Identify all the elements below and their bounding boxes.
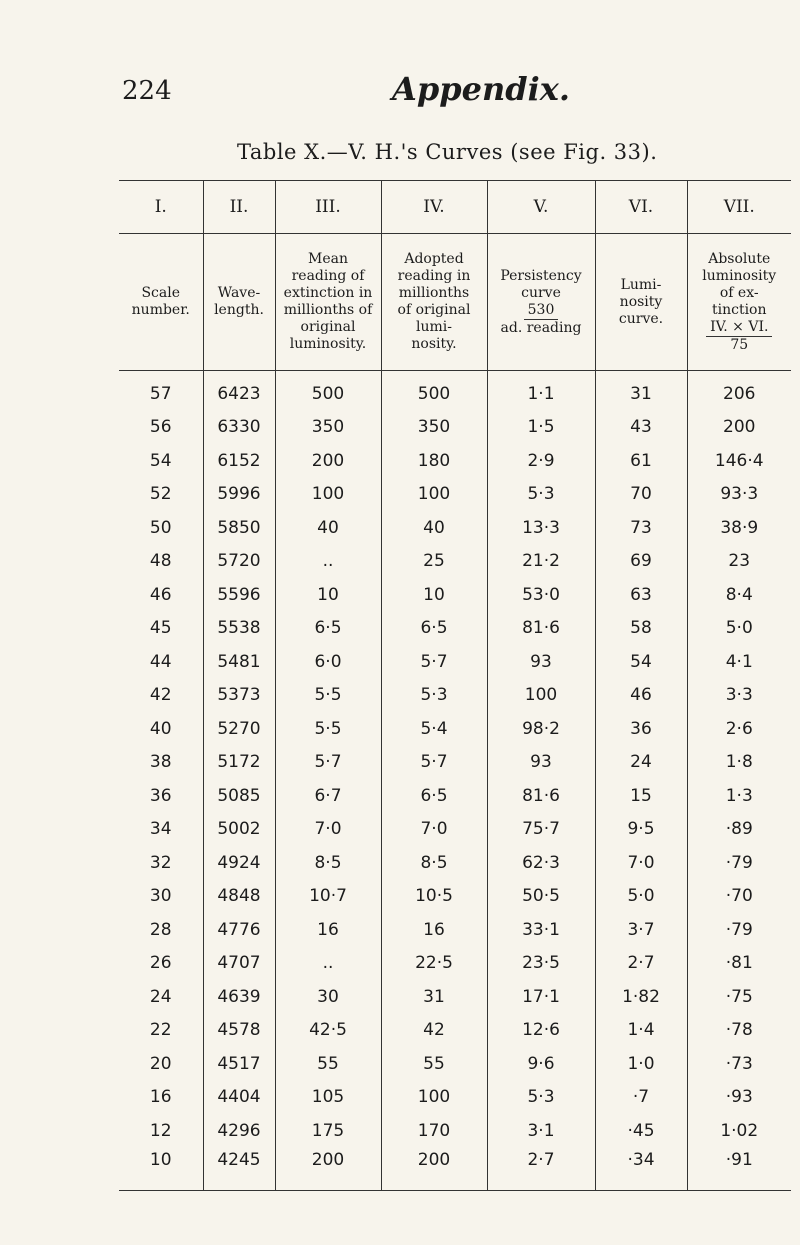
cell-adopted-reading: 5·4 bbox=[381, 712, 487, 746]
cell-luminosity: 2·7 bbox=[595, 947, 687, 981]
cell-luminosity: 58 bbox=[595, 612, 687, 646]
cell-persistency: 9·6 bbox=[487, 1047, 595, 1081]
table-row bbox=[119, 746, 791, 780]
cell-persistency: 2·7 bbox=[487, 1148, 595, 1191]
cell-adopted-reading: 6·5 bbox=[381, 779, 487, 813]
cell-wave-length: 4578 bbox=[203, 1014, 275, 1048]
table-row bbox=[119, 980, 791, 1014]
cell-mean-reading: 350 bbox=[275, 411, 381, 445]
heading-wave-length: Wave- length. bbox=[203, 234, 275, 371]
heading-scale-number: Scale number. bbox=[119, 234, 203, 371]
cell-adopted-reading: 180 bbox=[381, 444, 487, 478]
page-header bbox=[0, 0, 800, 120]
table-row bbox=[119, 913, 791, 947]
cell-absolute-luminosity: ·79 bbox=[687, 846, 791, 880]
cell-adopted-reading: 31 bbox=[381, 980, 487, 1014]
table-row bbox=[119, 846, 791, 880]
cell-adopted-reading: 100 bbox=[381, 1081, 487, 1115]
cell-wave-length: 6423 bbox=[203, 371, 275, 411]
cell-wave-length: 4639 bbox=[203, 980, 275, 1014]
cell-absolute-luminosity: 5·0 bbox=[687, 612, 791, 646]
cell-scale-number: 38 bbox=[149, 752, 172, 773]
cell-wave-length: 6330 bbox=[203, 411, 275, 445]
cell-persistency: 5·3 bbox=[487, 478, 595, 512]
cell-luminosity: 31 bbox=[595, 371, 687, 411]
cell-scale-number: 56 bbox=[149, 417, 172, 438]
cell-luminosity: ·7 bbox=[595, 1081, 687, 1115]
cell-persistency: 21·2 bbox=[487, 545, 595, 579]
cell-mean-reading: 100 bbox=[275, 478, 381, 512]
cell-luminosity: 5·0 bbox=[595, 880, 687, 914]
cell-absolute-luminosity: ·73 bbox=[687, 1047, 791, 1081]
cell-adopted-reading: 350 bbox=[381, 411, 487, 445]
cell-wave-length: 5720 bbox=[203, 545, 275, 579]
cell-scale-number: 42 bbox=[149, 685, 172, 706]
cell-wave-length: 4404 bbox=[203, 1081, 275, 1115]
cell-luminosity: 15 bbox=[595, 779, 687, 813]
cell-absolute-luminosity: 2·6 bbox=[687, 712, 791, 746]
cell-persistency: 100 bbox=[487, 679, 595, 713]
cell-scale-number: 20 bbox=[149, 1053, 172, 1074]
cell-scale-number: 45 bbox=[149, 618, 172, 639]
cell-absolute-luminosity: ·70 bbox=[687, 880, 791, 914]
cell-scale-number: 52 bbox=[149, 484, 172, 505]
cell-scale-number: 34 bbox=[149, 819, 172, 840]
cell-wave-length: 4848 bbox=[203, 880, 275, 914]
cell-persistency: 50·5 bbox=[487, 880, 595, 914]
cell-luminosity: ·45 bbox=[595, 1114, 687, 1148]
column-numeral: I. bbox=[119, 181, 203, 234]
cell-scale-number: 46 bbox=[149, 584, 172, 605]
cell-persistency: 3·1 bbox=[487, 1114, 595, 1148]
cell-wave-length: 5002 bbox=[203, 813, 275, 847]
cell-wave-length: 4245 bbox=[203, 1148, 275, 1191]
cell-luminosity: ·34 bbox=[595, 1148, 687, 1191]
cell-scale-number: 22 bbox=[149, 1020, 172, 1041]
table-row bbox=[119, 1081, 791, 1115]
cell-wave-length: 5373 bbox=[203, 679, 275, 713]
cell-adopted-reading: 55 bbox=[381, 1047, 487, 1081]
cell-scale-number: 10 bbox=[119, 1148, 203, 1191]
cell-scale-number: 26 bbox=[149, 953, 172, 974]
cell-mean-reading: 16 bbox=[275, 913, 381, 947]
cell-luminosity: 36 bbox=[595, 712, 687, 746]
cell-adopted-reading: 10 bbox=[381, 578, 487, 612]
cell-wave-length: 5538 bbox=[203, 612, 275, 646]
cell-adopted-reading: 8·5 bbox=[381, 846, 487, 880]
cell-persistency: 81·6 bbox=[487, 612, 595, 646]
cell-persistency: 53·0 bbox=[487, 578, 595, 612]
cell-mean-reading: 6·5 bbox=[275, 612, 381, 646]
table-row bbox=[119, 1047, 791, 1081]
cell-luminosity: 63 bbox=[595, 578, 687, 612]
cell-adopted-reading: 100 bbox=[381, 478, 487, 512]
cell-persistency: 33·1 bbox=[487, 913, 595, 947]
cell-mean-reading: 5·5 bbox=[275, 679, 381, 713]
cell-wave-length: 5172 bbox=[203, 746, 275, 780]
cell-mean-reading: 175 bbox=[275, 1114, 381, 1148]
cell-luminosity: 69 bbox=[595, 545, 687, 579]
cell-luminosity: 73 bbox=[595, 511, 687, 545]
cell-adopted-reading: 5·7 bbox=[381, 746, 487, 780]
cell-absolute-luminosity: 146·4 bbox=[687, 444, 791, 478]
running-head: Appendix. bbox=[392, 70, 570, 108]
cell-persistency: 98·2 bbox=[487, 712, 595, 746]
cell-absolute-luminosity: 1·3 bbox=[687, 779, 791, 813]
cell-wave-length: 5850 bbox=[203, 511, 275, 545]
column-numeral: VI. bbox=[595, 181, 687, 234]
cell-mean-reading: .. bbox=[275, 947, 381, 981]
cell-mean-reading: 200 bbox=[275, 1148, 381, 1191]
column-numerals-row bbox=[119, 181, 791, 234]
table-row bbox=[119, 478, 791, 512]
table-row bbox=[119, 578, 791, 612]
cell-mean-reading: 7·0 bbox=[275, 813, 381, 847]
cell-adopted-reading: 6·5 bbox=[381, 612, 487, 646]
cell-wave-length: 5270 bbox=[203, 712, 275, 746]
heading-mean-reading: Mean reading of extinction in millionths of original luminosity. bbox=[275, 234, 381, 371]
cell-luminosity: 7·0 bbox=[595, 846, 687, 880]
cell-luminosity: 43 bbox=[595, 411, 687, 445]
column-numeral: II. bbox=[203, 181, 275, 234]
cell-absolute-luminosity: 38·9 bbox=[687, 511, 791, 545]
cell-absolute-luminosity: 4·1 bbox=[687, 645, 791, 679]
cell-mean-reading: 200 bbox=[275, 444, 381, 478]
cell-absolute-luminosity: ·79 bbox=[687, 913, 791, 947]
cell-scale-number: 48 bbox=[149, 551, 172, 572]
cell-persistency: 93 bbox=[487, 645, 595, 679]
cell-adopted-reading: 40 bbox=[381, 511, 487, 545]
cell-adopted-reading: 25 bbox=[381, 545, 487, 579]
cell-scale-number: 40 bbox=[149, 718, 172, 739]
cell-absolute-luminosity: ·93 bbox=[687, 1081, 791, 1115]
table-row bbox=[119, 545, 791, 579]
data-table bbox=[119, 180, 791, 1191]
cell-mean-reading: 42·5 bbox=[275, 1014, 381, 1048]
cell-luminosity: 1·0 bbox=[595, 1047, 687, 1081]
cell-mean-reading: 30 bbox=[275, 980, 381, 1014]
cell-persistency: 2·9 bbox=[487, 444, 595, 478]
table-row bbox=[119, 679, 791, 713]
cell-wave-length: 4517 bbox=[203, 1047, 275, 1081]
cell-mean-reading: 500 bbox=[275, 371, 381, 411]
cell-luminosity: 1·4 bbox=[595, 1014, 687, 1048]
cell-adopted-reading: 5·7 bbox=[381, 645, 487, 679]
cell-mean-reading: 10 bbox=[275, 578, 381, 612]
cell-persistency: 62·3 bbox=[487, 846, 595, 880]
cell-wave-length: 4707 bbox=[203, 947, 275, 981]
heading-persistency-curve: Persistency curve 530 ad. reading bbox=[487, 234, 595, 371]
cell-persistency: 1·1 bbox=[487, 371, 595, 411]
cell-mean-reading: 6·0 bbox=[275, 645, 381, 679]
cell-wave-length: 6152 bbox=[203, 444, 275, 478]
cell-mean-reading: 5·5 bbox=[275, 712, 381, 746]
cell-wave-length: 4776 bbox=[203, 913, 275, 947]
cell-adopted-reading: 200 bbox=[381, 1148, 487, 1191]
cell-mean-reading: 6·7 bbox=[275, 779, 381, 813]
cell-luminosity: 70 bbox=[595, 478, 687, 512]
table-row bbox=[119, 371, 791, 411]
cell-wave-length: 5996 bbox=[203, 478, 275, 512]
table-row bbox=[119, 779, 791, 813]
table-row bbox=[119, 947, 791, 981]
cell-adopted-reading: 42 bbox=[381, 1014, 487, 1048]
cell-absolute-luminosity: 93·3 bbox=[687, 478, 791, 512]
cell-scale-number: 50 bbox=[149, 517, 172, 538]
cell-luminosity: 61 bbox=[595, 444, 687, 478]
table-row bbox=[119, 645, 791, 679]
cell-persistency: 93 bbox=[487, 746, 595, 780]
cell-absolute-luminosity: 206 bbox=[687, 371, 791, 411]
cell-persistency: 1·5 bbox=[487, 411, 595, 445]
heading-luminosity-curve: Lumi- nosity curve. bbox=[595, 234, 687, 371]
cell-scale-number: 44 bbox=[149, 651, 172, 672]
cell-persistency: 75·7 bbox=[487, 813, 595, 847]
table-caption: Table X.—V. H.'s Curves (see Fig. 33). bbox=[237, 140, 658, 164]
cell-luminosity: 1·82 bbox=[595, 980, 687, 1014]
table-row bbox=[119, 1114, 791, 1148]
table-row bbox=[119, 444, 791, 478]
cell-wave-length: 5085 bbox=[203, 779, 275, 813]
cell-wave-length: 5596 bbox=[203, 578, 275, 612]
cell-scale-number: 24 bbox=[149, 986, 172, 1007]
cell-absolute-luminosity: ·91 bbox=[687, 1148, 791, 1191]
cell-absolute-luminosity: ·89 bbox=[687, 813, 791, 847]
column-numeral: III. bbox=[275, 181, 381, 234]
column-numeral: IV. bbox=[381, 181, 487, 234]
cell-mean-reading: 10·7 bbox=[275, 880, 381, 914]
cell-adopted-reading: 7·0 bbox=[381, 813, 487, 847]
cell-luminosity: 3·7 bbox=[595, 913, 687, 947]
cell-luminosity: 9·5 bbox=[595, 813, 687, 847]
cell-absolute-luminosity: 8·4 bbox=[687, 578, 791, 612]
cell-scale-number: 36 bbox=[149, 785, 172, 806]
table-row bbox=[119, 1148, 791, 1191]
cell-persistency: 17·1 bbox=[487, 980, 595, 1014]
cell-scale-number: 30 bbox=[149, 886, 172, 907]
cell-absolute-luminosity: ·81 bbox=[687, 947, 791, 981]
cell-persistency: 13·3 bbox=[487, 511, 595, 545]
cell-adopted-reading: 16 bbox=[381, 913, 487, 947]
column-headings-row bbox=[119, 234, 791, 371]
cell-luminosity: 24 bbox=[595, 746, 687, 780]
cell-scale-number: 57 bbox=[149, 383, 172, 404]
cell-mean-reading: 105 bbox=[275, 1081, 381, 1115]
cell-adopted-reading: 5·3 bbox=[381, 679, 487, 713]
cell-wave-length: 5481 bbox=[203, 645, 275, 679]
table-body bbox=[119, 371, 791, 1191]
cell-absolute-luminosity: ·75 bbox=[687, 980, 791, 1014]
table-row bbox=[119, 511, 791, 545]
cell-persistency: 81·6 bbox=[487, 779, 595, 813]
cell-scale-number: 32 bbox=[149, 852, 172, 873]
cell-absolute-luminosity: 200 bbox=[687, 411, 791, 445]
cell-scale-number: 16 bbox=[149, 1087, 172, 1108]
cell-wave-length: 4296 bbox=[203, 1114, 275, 1148]
table-row bbox=[119, 712, 791, 746]
cell-scale-number: 28 bbox=[149, 919, 172, 940]
page-number: 224 bbox=[122, 76, 172, 106]
cell-mean-reading: 8·5 bbox=[275, 846, 381, 880]
cell-adopted-reading: 22·5 bbox=[381, 947, 487, 981]
cell-persistency: 23·5 bbox=[487, 947, 595, 981]
column-numeral: VII. bbox=[687, 181, 791, 234]
cell-absolute-luminosity: 3·3 bbox=[687, 679, 791, 713]
cell-absolute-luminosity: ·78 bbox=[687, 1014, 791, 1048]
heading-absolute-luminosity: Absolute luminosity of ex- tinction IV. × VI. 75 bbox=[687, 234, 791, 371]
table-row bbox=[119, 1014, 791, 1048]
cell-persistency: 5·3 bbox=[487, 1081, 595, 1115]
cell-adopted-reading: 170 bbox=[381, 1114, 487, 1148]
cell-mean-reading: 40 bbox=[275, 511, 381, 545]
heading-adopted-reading: Adopted reading in millionths of original lumi- nosity. bbox=[381, 234, 487, 371]
table-row bbox=[119, 880, 791, 914]
cell-adopted-reading: 10·5 bbox=[381, 880, 487, 914]
cell-luminosity: 46 bbox=[595, 679, 687, 713]
cell-persistency: 12·6 bbox=[487, 1014, 595, 1048]
cell-luminosity: 54 bbox=[595, 645, 687, 679]
column-numeral: V. bbox=[487, 181, 595, 234]
cell-absolute-luminosity: 1·02 bbox=[687, 1114, 791, 1148]
cell-wave-length: 4924 bbox=[203, 846, 275, 880]
table-row bbox=[119, 813, 791, 847]
cell-scale-number: 12 bbox=[149, 1120, 172, 1141]
cell-mean-reading: 5·7 bbox=[275, 746, 381, 780]
cell-scale-number: 54 bbox=[149, 450, 172, 471]
table-row bbox=[119, 612, 791, 646]
cell-absolute-luminosity: 23 bbox=[687, 545, 791, 579]
cell-adopted-reading: 500 bbox=[381, 371, 487, 411]
table-row bbox=[119, 411, 791, 445]
cell-mean-reading: 55 bbox=[275, 1047, 381, 1081]
cell-mean-reading: .. bbox=[275, 545, 381, 579]
cell-absolute-luminosity: 1·8 bbox=[687, 746, 791, 780]
